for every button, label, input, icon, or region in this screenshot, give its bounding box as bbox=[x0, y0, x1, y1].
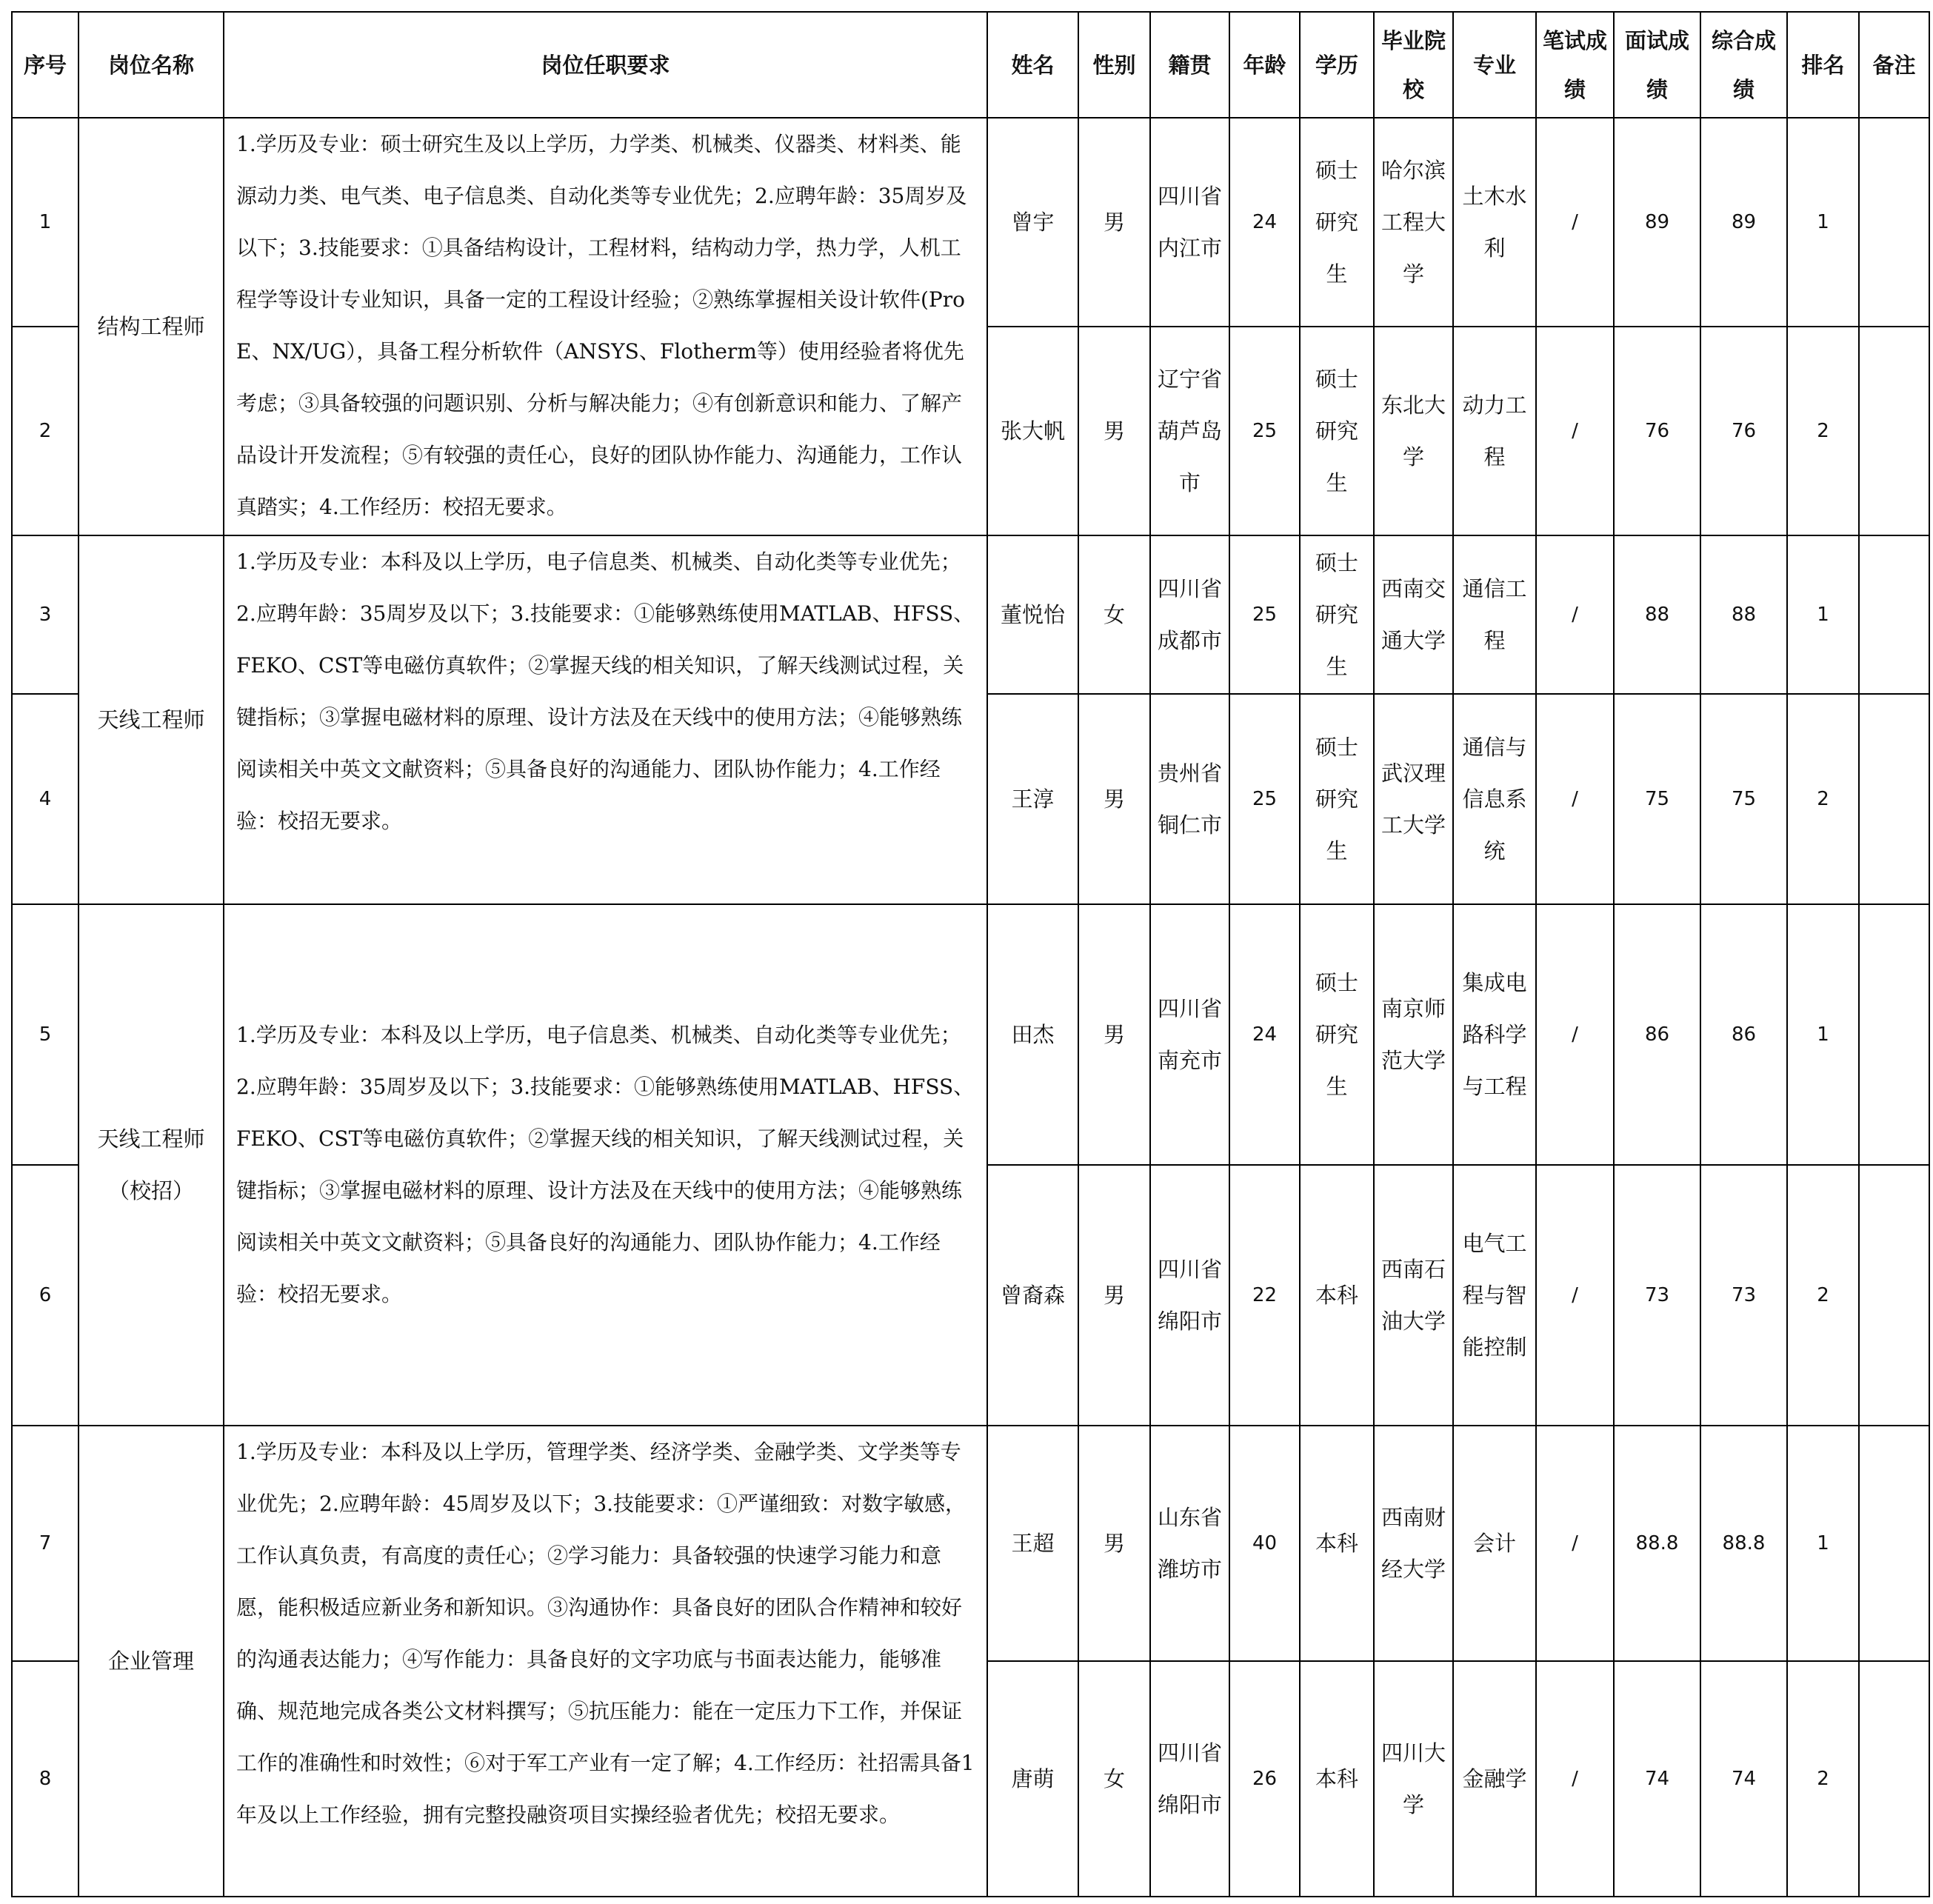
cell-education: 硕士研究生 bbox=[1300, 535, 1374, 694]
cell-school: 西南交通大学 bbox=[1374, 535, 1453, 694]
cell-major: 土木水利 bbox=[1453, 118, 1536, 327]
header-requirements: 岗位任职要求 bbox=[224, 12, 987, 118]
header-gender: 性别 bbox=[1078, 12, 1150, 118]
cell-major: 通信工程 bbox=[1453, 535, 1536, 694]
cell-interview: 88 bbox=[1614, 535, 1700, 694]
cell-name: 董悦怡 bbox=[987, 535, 1078, 694]
header-row bbox=[12, 12, 1929, 118]
cell-total: 86 bbox=[1700, 904, 1787, 1165]
row-no: 6 bbox=[12, 1165, 79, 1426]
cell-gender: 男 bbox=[1078, 327, 1150, 535]
cell-total: 88 bbox=[1700, 535, 1787, 694]
cell-remarks bbox=[1859, 327, 1929, 535]
cell-school: 西南财经大学 bbox=[1374, 1426, 1453, 1661]
cell-rank: 2 bbox=[1787, 327, 1859, 535]
cell-origin: 四川省南充市 bbox=[1150, 904, 1229, 1165]
cell-major: 通信与信息系统 bbox=[1453, 694, 1536, 904]
header-school: 毕业院校 bbox=[1374, 12, 1453, 118]
cell-origin: 四川省成都市 bbox=[1150, 535, 1229, 694]
position-name: 结构工程师 bbox=[79, 118, 224, 535]
cell-age: 24 bbox=[1229, 904, 1300, 1165]
cell-rank: 2 bbox=[1787, 1165, 1859, 1426]
cell-total: 76 bbox=[1700, 327, 1787, 535]
cell-rank: 1 bbox=[1787, 535, 1859, 694]
results-table bbox=[11, 11, 1930, 1897]
cell-school: 东北大学 bbox=[1374, 327, 1453, 535]
header-education: 学历 bbox=[1300, 12, 1374, 118]
cell-school: 武汉理工大学 bbox=[1374, 694, 1453, 904]
cell-name: 田杰 bbox=[987, 904, 1078, 1165]
header-interview: 面试成绩 bbox=[1614, 12, 1700, 118]
cell-remarks bbox=[1859, 694, 1929, 904]
cell-age: 22 bbox=[1229, 1165, 1300, 1426]
cell-education: 硕士研究生 bbox=[1300, 118, 1374, 327]
cell-written: / bbox=[1536, 1661, 1614, 1897]
row-no: 4 bbox=[12, 694, 79, 904]
cell-major: 金融学 bbox=[1453, 1661, 1536, 1897]
cell-interview: 73 bbox=[1614, 1165, 1700, 1426]
header-age: 年龄 bbox=[1229, 12, 1300, 118]
cell-major: 动力工程 bbox=[1453, 327, 1536, 535]
row-no: 2 bbox=[12, 327, 79, 535]
header-position: 岗位名称 bbox=[79, 12, 224, 118]
cell-gender: 男 bbox=[1078, 118, 1150, 327]
cell-name: 曾宇 bbox=[987, 118, 1078, 327]
position-name: 天线工程师 bbox=[79, 535, 224, 904]
cell-rank: 2 bbox=[1787, 694, 1859, 904]
cell-rank: 1 bbox=[1787, 904, 1859, 1165]
cell-school: 哈尔滨工程大学 bbox=[1374, 118, 1453, 327]
cell-name: 王淳 bbox=[987, 694, 1078, 904]
cell-gender: 女 bbox=[1078, 535, 1150, 694]
cell-total: 88.8 bbox=[1700, 1426, 1787, 1661]
cell-education: 硕士研究生 bbox=[1300, 694, 1374, 904]
cell-written: / bbox=[1536, 1165, 1614, 1426]
header-total: 综合成绩 bbox=[1700, 12, 1787, 118]
cell-written: / bbox=[1536, 327, 1614, 535]
cell-written: / bbox=[1536, 118, 1614, 327]
table-row bbox=[12, 535, 1929, 694]
row-no: 1 bbox=[12, 118, 79, 327]
header-written: 笔试成绩 bbox=[1536, 12, 1614, 118]
cell-education: 硕士研究生 bbox=[1300, 904, 1374, 1165]
cell-education: 本科 bbox=[1300, 1661, 1374, 1897]
cell-age: 24 bbox=[1229, 118, 1300, 327]
cell-origin: 辽宁省葫芦岛市 bbox=[1150, 327, 1229, 535]
table-row bbox=[12, 118, 1929, 327]
row-no: 8 bbox=[12, 1661, 79, 1897]
cell-written: / bbox=[1536, 535, 1614, 694]
position-requirements: 1.学历及专业：本科及以上学历，管理学类、经济学类、金融学类、文学类等专业优先；2.应聘年龄：45周岁及以下；3.技能要求：①严谨细致：对数字敏感，工作认真负责，有高度的责任心；②学习能力：具备较强的快速学习能力和意愿，能积极适应新业务和新知识。③沟通协作：具备良好的团队合作精神和较好的沟通表达能力；④写作能力：具备良好的文字功底与书面表达能力，能够准确、规范地完成各类公文材料撰写；⑤抗压能力：能在一定压力下工作，并保证工作的准确性和时效性；⑥对于军工产业有一定了解；4.工作经历：社招需具备1年及以上工作经验，拥有完整投融资项目实操经验者优先；校招无要求。 bbox=[224, 1426, 987, 1897]
row-no: 3 bbox=[12, 535, 79, 694]
position-name: 天线工程师（校招） bbox=[79, 904, 224, 1426]
cell-origin: 山东省潍坊市 bbox=[1150, 1426, 1229, 1661]
cell-interview: 74 bbox=[1614, 1661, 1700, 1897]
cell-major: 会计 bbox=[1453, 1426, 1536, 1661]
cell-interview: 76 bbox=[1614, 327, 1700, 535]
cell-origin: 四川省绵阳市 bbox=[1150, 1165, 1229, 1426]
cell-origin: 贵州省铜仁市 bbox=[1150, 694, 1229, 904]
cell-major: 电气工程与智能控制 bbox=[1453, 1165, 1536, 1426]
cell-gender: 男 bbox=[1078, 1426, 1150, 1661]
cell-age: 26 bbox=[1229, 1661, 1300, 1897]
cell-age: 25 bbox=[1229, 327, 1300, 535]
cell-remarks bbox=[1859, 904, 1929, 1165]
cell-interview: 88.8 bbox=[1614, 1426, 1700, 1661]
cell-written: / bbox=[1536, 694, 1614, 904]
cell-remarks bbox=[1859, 535, 1929, 694]
header-no: 序号 bbox=[12, 12, 79, 118]
cell-age: 25 bbox=[1229, 694, 1300, 904]
cell-interview: 89 bbox=[1614, 118, 1700, 327]
table-row bbox=[12, 1426, 1929, 1661]
cell-written: / bbox=[1536, 904, 1614, 1165]
cell-origin: 四川省绵阳市 bbox=[1150, 1661, 1229, 1897]
cell-total: 74 bbox=[1700, 1661, 1787, 1897]
cell-age: 40 bbox=[1229, 1426, 1300, 1661]
cell-gender: 男 bbox=[1078, 1165, 1150, 1426]
cell-interview: 75 bbox=[1614, 694, 1700, 904]
position-requirements: 1.学历及专业：本科及以上学历，电子信息类、机械类、自动化类等专业优先；2.应聘年龄：35周岁及以下；3.技能要求：①能够熟练使用MATLAB、HFSS、FEKO、CST等电磁仿真软件；②掌握天线的相关知识，了解天线测试过程，关键指标；③掌握电磁材料的原理、设计方法及在天线中的使用方法；④能够熟练阅读相关中英文文献资料；⑤具备良好的沟通能力、团队协作能力；4.工作经验：校招无要求。 bbox=[224, 904, 987, 1426]
cell-age: 25 bbox=[1229, 535, 1300, 694]
cell-interview: 86 bbox=[1614, 904, 1700, 1165]
row-no: 5 bbox=[12, 904, 79, 1165]
cell-total: 73 bbox=[1700, 1165, 1787, 1426]
cell-remarks bbox=[1859, 118, 1929, 327]
cell-gender: 女 bbox=[1078, 1661, 1150, 1897]
cell-name: 张大帆 bbox=[987, 327, 1078, 535]
position-requirements: 1.学历及专业：本科及以上学历，电子信息类、机械类、自动化类等专业优先；2.应聘年龄：35周岁及以下；3.技能要求：①能够熟练使用MATLAB、HFSS、FEKO、CST等电磁仿真软件；②掌握天线的相关知识，了解天线测试过程，关键指标；③掌握电磁材料的原理、设计方法及在天线中的使用方法；④能够熟练阅读相关中英文文献资料；⑤具备良好的沟通能力、团队协作能力；4.工作经验：校招无要求。 bbox=[224, 535, 987, 904]
header-origin: 籍贯 bbox=[1150, 12, 1229, 118]
cell-school: 西南石油大学 bbox=[1374, 1165, 1453, 1426]
header-rank: 排名 bbox=[1787, 12, 1859, 118]
cell-education: 硕士研究生 bbox=[1300, 327, 1374, 535]
cell-school: 南京师范大学 bbox=[1374, 904, 1453, 1165]
cell-remarks bbox=[1859, 1426, 1929, 1661]
table-row bbox=[12, 904, 1929, 1165]
header-name: 姓名 bbox=[987, 12, 1078, 118]
cell-school: 四川大学 bbox=[1374, 1661, 1453, 1897]
cell-remarks bbox=[1859, 1165, 1929, 1426]
cell-rank: 2 bbox=[1787, 1661, 1859, 1897]
cell-origin: 四川省内江市 bbox=[1150, 118, 1229, 327]
header-major: 专业 bbox=[1453, 12, 1536, 118]
cell-major: 集成电路科学与工程 bbox=[1453, 904, 1536, 1165]
cell-total: 75 bbox=[1700, 694, 1787, 904]
cell-remarks bbox=[1859, 1661, 1929, 1897]
cell-education: 本科 bbox=[1300, 1165, 1374, 1426]
row-no: 7 bbox=[12, 1426, 79, 1661]
cell-name: 唐萌 bbox=[987, 1661, 1078, 1897]
cell-gender: 男 bbox=[1078, 904, 1150, 1165]
cell-name: 曾裔森 bbox=[987, 1165, 1078, 1426]
position-requirements: 1.学历及专业：硕士研究生及以上学历，力学类、机械类、仪器类、材料类、能源动力类、电气类、电子信息类、自动化类等专业优先；2.应聘年龄：35周岁及以下；3.技能要求：①具备结构设计，工程材料，结构动力学，热力学，人机工程学等设计专业知识，具备一定的工程设计经验；②熟练掌握相关设计软件(ProE、NX/UG），具备工程分析软件（ANSYS、Flotherm等）使用经验者将优先考虑；③具备较强的问题识别、分析与解决能力；④有创新意识和能力、了解产品设计开发流程；⑤有较强的责任心，良好的团队协作能力、沟通能力，工作认真踏实；4.工作经历：校招无要求。 bbox=[224, 118, 987, 535]
cell-name: 王超 bbox=[987, 1426, 1078, 1661]
position-name: 企业管理 bbox=[79, 1426, 224, 1897]
cell-rank: 1 bbox=[1787, 1426, 1859, 1661]
cell-education: 本科 bbox=[1300, 1426, 1374, 1661]
cell-written: / bbox=[1536, 1426, 1614, 1661]
header-remarks: 备注 bbox=[1859, 12, 1929, 118]
cell-rank: 1 bbox=[1787, 118, 1859, 327]
cell-gender: 男 bbox=[1078, 694, 1150, 904]
cell-total: 89 bbox=[1700, 118, 1787, 327]
